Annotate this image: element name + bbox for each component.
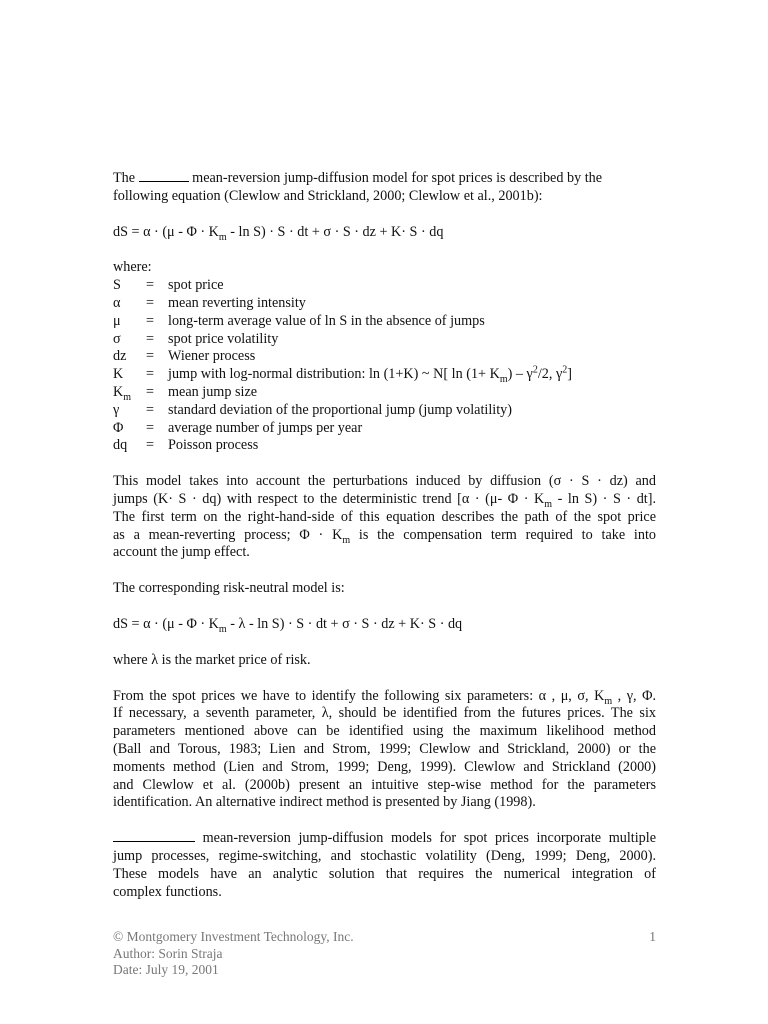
para2-line: This model takes into account the perturbations induced by diffusion (σ · S · dz) and (113, 473, 656, 490)
variable-symbol: dq (113, 437, 128, 454)
para3-line: and Clewlow et al. (2000b) present an intuitive step-wise method for the parameters (113, 776, 656, 793)
para2-l4sub: m (342, 534, 351, 546)
equals-sign: = (146, 330, 155, 347)
footer-author: Author: Sorin Straja (113, 945, 223, 961)
equals-sign: = (146, 419, 155, 436)
para4-line: jump processes, regime-switching, and stochastic volatility (Deng, 1999; Deng, 2000). (113, 847, 656, 864)
para3-l1sub: m (604, 695, 613, 707)
km-sym-sub: m (123, 391, 132, 403)
footer-date: Date: July 19, 2001 (113, 962, 219, 977)
intro-paragraph (113, 170, 656, 206)
eq2-part-b: - λ - ln S) · S · dt + σ · S · dz + K· S · dq (226, 615, 463, 632)
equals-sign: = (146, 401, 155, 418)
para3-l1b: , γ, Φ. (612, 687, 656, 704)
variable-description (168, 366, 656, 384)
equation-2 (113, 616, 656, 634)
para3-line: parameters mentioned above can be identified using the maximum likelihood method (113, 723, 656, 740)
footer-copyright: © Montgomery Investment Technology, Inc. (113, 929, 354, 944)
intro-line-1: mean-reversion jump-diffusion model for spot prices is described by the (192, 170, 603, 186)
para2-l4a: as a mean-reverting process; Φ · K (113, 526, 343, 543)
eq1-part-a: dS = α · (μ - Φ · K (113, 223, 219, 240)
document-body (113, 170, 656, 901)
variable-row (113, 437, 656, 455)
variable-description: average number of jumps per year (168, 419, 363, 436)
page-number: 1 (649, 929, 656, 944)
para2-line (113, 527, 656, 545)
para2-l2sub: m (544, 498, 553, 510)
eq2-sub: m (218, 623, 227, 635)
para3-line (113, 688, 656, 706)
equals-sign: = (146, 312, 155, 329)
para2-l2a: jumps (K· S · dq) with respect to the deterministic trend [α · (μ- Φ · K (113, 490, 545, 507)
equals-sign: = (146, 348, 155, 365)
variable-symbol: S (113, 277, 121, 294)
eq1-part-b: - ln S) · S · dt + σ · S · dz + K· S · dq (226, 223, 444, 240)
variable-description: spot price volatility (168, 330, 279, 347)
para2-line (113, 491, 656, 509)
k-desc-d: ] (567, 366, 572, 383)
variable-list (113, 277, 656, 455)
para2-line: The first term on the right-hand-side of this equation describes the path of the spot price (113, 508, 656, 525)
page-footer (113, 929, 656, 979)
variable-description: mean jump size (168, 383, 258, 400)
variable-row (113, 366, 656, 384)
variable-description: long-term average value of ln S in the absence of jumps (168, 312, 485, 329)
intro-the: The (113, 170, 136, 186)
where-label: where: (113, 259, 152, 276)
k-desc-c: /2, γ (537, 366, 563, 383)
para3-line: moments method (Lien and Strom, 1999; Deng, 1999). Clewlow and Strickland (2000) (113, 758, 656, 775)
k-desc-sup2: 2 (562, 364, 568, 376)
k-desc-b: ) – γ (507, 366, 533, 383)
variable-row (113, 295, 656, 313)
variable-symbol: K (113, 366, 124, 383)
model-explanation-paragraph (113, 473, 656, 562)
equals-sign: = (146, 383, 155, 400)
k-desc-sup: 2 (532, 364, 538, 376)
para3-line: (Ball and Torous, 1983; Lien and Strom, 1999; Clewlow and Strickland, 2000) or the (113, 740, 656, 757)
variable-row (113, 348, 656, 366)
variable-row (113, 313, 656, 331)
para2-l2b: - ln S) · S · dt]. (552, 490, 656, 507)
k-desc-a: jump with log-normal distribution: ln (1+K) ~ N[ ln (1+ K (168, 366, 500, 383)
para4-l1: mean-reversion jump-diffusion models for spot prices incorporate multiple (195, 830, 656, 847)
equals-sign: = (146, 437, 155, 454)
para3-line: If necessary, a seventh parameter, λ, should be identified from the futures prices. The six (113, 705, 656, 722)
variable-description: spot price (168, 277, 224, 294)
variable-symbol: dz (113, 348, 127, 365)
risk-neutral-intro: The corresponding risk-neutral model is: (113, 580, 345, 597)
para2-l4b: is the compensation term required to take into (350, 526, 656, 543)
variable-row (113, 402, 656, 420)
variable-row (113, 384, 656, 402)
parameters-paragraph (113, 688, 656, 813)
variable-description: Poisson process (168, 437, 259, 454)
variable-symbol: γ (113, 401, 120, 418)
variable-symbol: α (113, 294, 121, 311)
variable-symbol (113, 384, 146, 402)
variable-description: mean reverting intensity (168, 294, 306, 311)
variable-row (113, 420, 656, 438)
para4-line: These models have an analytic solution that requires the numerical integration of (113, 865, 656, 882)
extensions-paragraph (113, 830, 656, 901)
para4-line (113, 830, 656, 848)
equals-sign: = (146, 294, 155, 311)
para4-line: complex functions. (113, 883, 222, 900)
equals-sign: = (146, 277, 155, 294)
equation-1 (113, 224, 656, 242)
variable-row (113, 277, 656, 295)
variable-row (113, 331, 656, 349)
blank-line-1 (139, 170, 189, 182)
variable-symbol: Φ (113, 419, 124, 436)
eq2-part-a: dS = α · (μ - Φ · K (113, 615, 219, 632)
para3-l1a: From the spot prices we have to identify the following six parameters: α , μ, σ, K (113, 687, 605, 704)
variable-symbol: μ (113, 312, 121, 329)
para3-line: identification. An alternative indirect method is presented by Jiang (1998). (113, 794, 536, 811)
variable-symbol: σ (113, 330, 121, 347)
variable-description: standard deviation of the proportional jump (jump volatility) (168, 401, 512, 418)
k-desc-sub: m (499, 374, 508, 385)
km-sym: K (113, 383, 124, 400)
intro-line-2: following equation (Clewlow and Strickland, 2000; Clewlow et al., 2001b): (113, 187, 543, 204)
equals-sign: = (146, 366, 155, 383)
para2-line: account the jump effect. (113, 544, 250, 561)
variable-description: Wiener process (168, 348, 256, 365)
eq1-sub: m (218, 231, 227, 243)
blank-line-2 (113, 830, 195, 842)
lambda-note: where λ is the market price of risk. (113, 651, 311, 668)
